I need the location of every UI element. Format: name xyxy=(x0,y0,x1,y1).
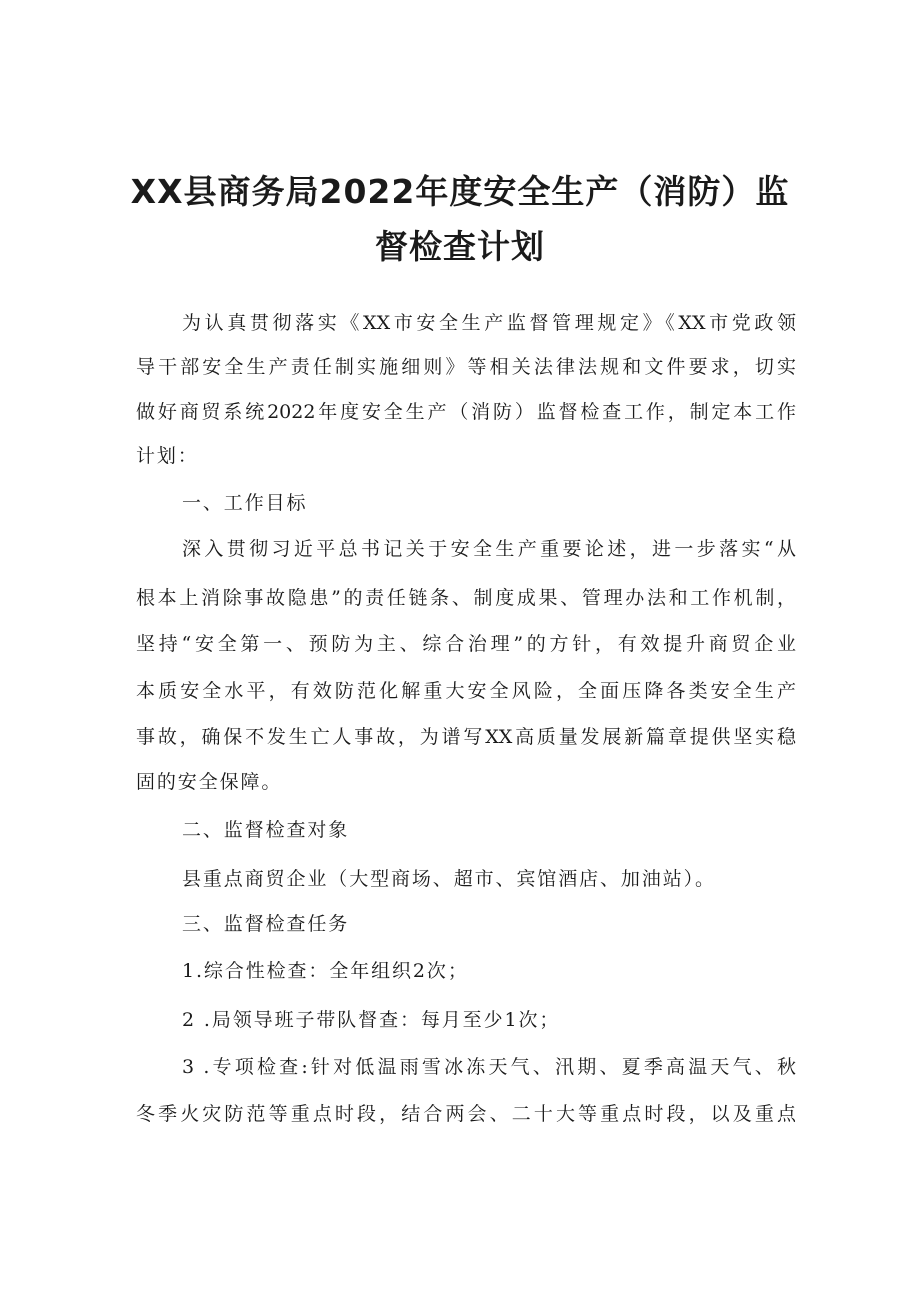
intro-line-2: 导干部安全生产责任制实施细则》等相关法律法规和文件要求，切实 xyxy=(136,356,796,378)
task-3-line-1: 3 .专项检查:针对低温雨雪冰冻天气、汛期、夏季高温天气、秋 xyxy=(182,1056,796,1078)
intro-line-3: 做好商贸系统2022年度安全生产（消防）监督检查工作，制定本工作 xyxy=(136,401,796,423)
task-1: 1.综合性检查：全年组织2次； xyxy=(182,960,469,982)
section-1-line-6: 固的安全保障。 xyxy=(136,771,283,793)
section-1-line-1: 深入贯彻习近平总书记关于安全生产重要论述，进一步落实“从 xyxy=(182,538,796,560)
section-1-line-2: 根本上消除事故隐患”的责任链条、制度成果、管理办法和工作机制， xyxy=(136,587,796,609)
section-3-heading: 三、监督检查任务 xyxy=(182,913,350,935)
intro-line-4: 计划： xyxy=(136,445,199,467)
section-2-heading: 二、监督检查对象 xyxy=(182,819,350,841)
document-title-line-1: XX县商务局2022年度安全生产（消防）监 xyxy=(130,172,790,211)
section-2-body: 县重点商贸企业（大型商场、超市、宾馆酒店、加油站）。 xyxy=(182,868,716,890)
section-1-line-3: 坚持“安全第一、预防为主、综合治理”的方针，有效提升商贸企业 xyxy=(136,633,796,655)
section-1-line-4: 本质安全水平，有效防范化解重大安全风险，全面压降各类安全生产 xyxy=(136,680,796,702)
section-1-heading: 一、工作目标 xyxy=(182,492,308,514)
intro-line-1: 为认真贯彻落实《XX市安全生产监督管理规定》《XX市党政领 xyxy=(182,312,796,334)
task-3-line-2: 冬季火灾防范等重点时段，结合两会、二十大等重点时段，以及重点 xyxy=(136,1103,796,1125)
section-1-line-5: 事故，确保不发生亡人事故，为谱写XX高质量发展新篇章提供坚实稳 xyxy=(136,726,796,748)
document-title-line-2: 督检查计划 xyxy=(375,227,545,266)
task-2: 2 .局领导班子带队督查：每月至少1次； xyxy=(182,1009,561,1031)
